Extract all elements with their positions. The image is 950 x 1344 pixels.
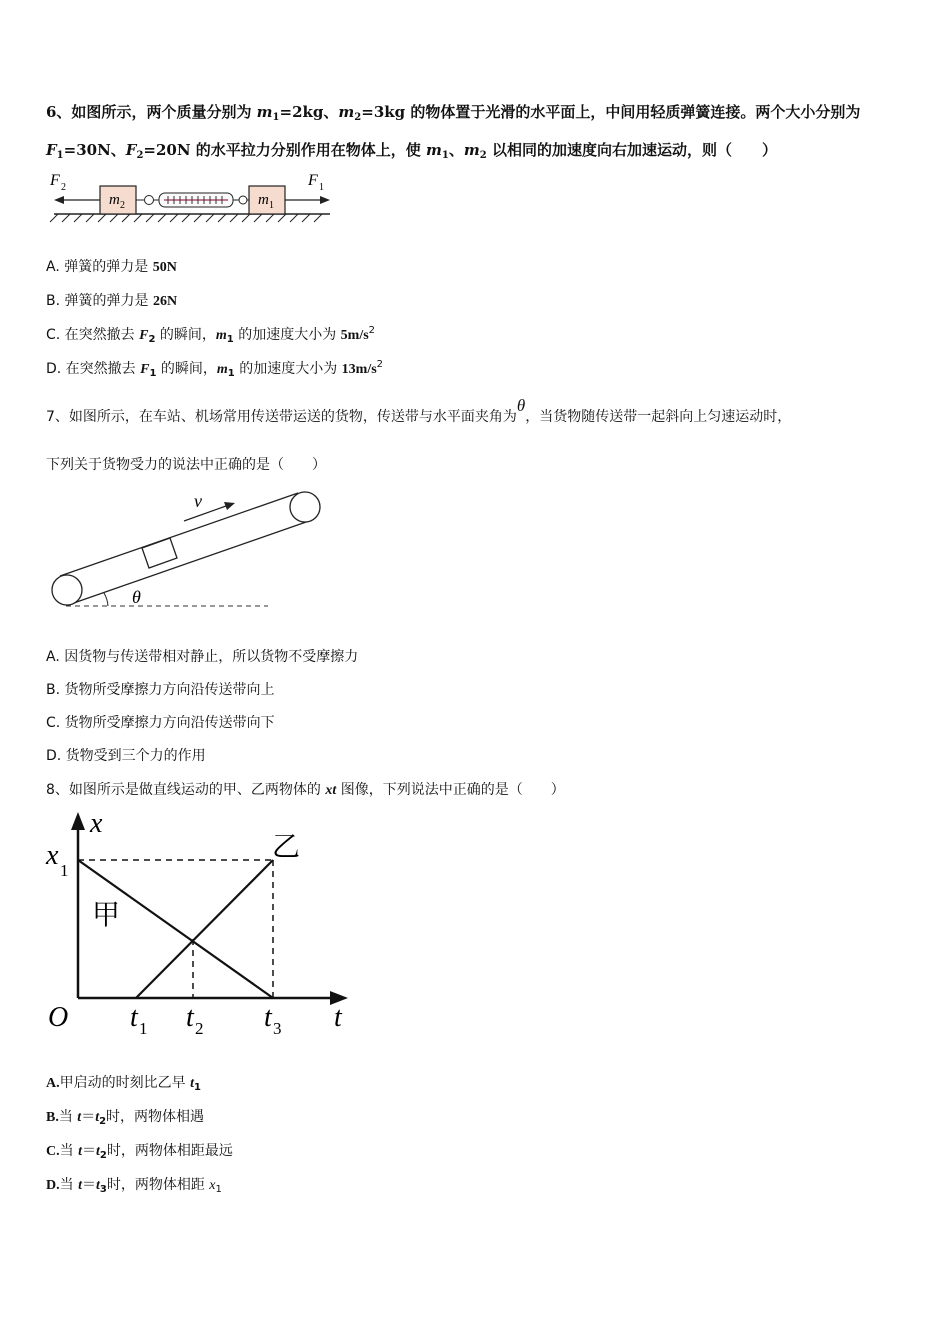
q8-option-d[interactable] <box>46 1175 222 1196</box>
q8-option-b[interactable] <box>46 1107 204 1128</box>
q6-option-a[interactable] <box>46 257 177 278</box>
q6-option-c-end: 的加速度大小为 <box>233 327 341 343</box>
q8-option-a[interactable] <box>46 1073 201 1094</box>
q6-option-d-sup: 2 <box>376 359 384 370</box>
q6-F2: F <box>125 141 137 159</box>
q7-figure <box>46 485 336 615</box>
q6-option-c[interactable] <box>46 325 375 346</box>
q6-option-c-F: F <box>139 328 149 343</box>
q6-m1b-sub: 1 <box>441 150 449 161</box>
q8-t1-label: t <box>130 1002 138 1033</box>
q6-F2-arrowhead <box>54 196 64 204</box>
q8-y-axis-label: x <box>90 808 103 839</box>
q7-belt-top <box>60 493 298 576</box>
q8-option-b-letter: B. <box>46 1110 59 1125</box>
q8-option-b-t2-sub: 2 <box>99 1116 107 1127</box>
q8-t3-sub: 3 <box>273 1019 282 1038</box>
q7-text-a: 7、如图所示，在车站、机场常用传送带运送的货物，传送带与水平面夹角为 <box>46 409 517 425</box>
q7-text-b: ，当货物随传送带一起斜向上匀速运动时， <box>525 409 792 425</box>
q6-m2b-sub: 2 <box>479 150 487 161</box>
q7-belt-bottom <box>71 521 309 604</box>
q8-option-a-text: 甲启动的时刻比乙早 <box>59 1075 191 1091</box>
q6-F1-value: =30N、 <box>63 141 126 159</box>
q6-m2-sub: 2 <box>354 112 362 123</box>
q6-m1-sub: 1 <box>272 112 280 123</box>
q6-option-c-value: 5m/s <box>340 328 369 343</box>
q6-F1: F <box>46 141 57 159</box>
q8-t1-sub: 1 <box>139 1019 148 1038</box>
q7-angle-arc <box>104 593 108 606</box>
q8-option-d-letter: D. <box>46 1178 60 1193</box>
q8-option-a-t: t <box>190 1076 194 1091</box>
q6-F1-arrowhead <box>320 196 330 204</box>
q8-xt: xt <box>325 783 337 798</box>
q8-option-b-t: t <box>77 1110 82 1125</box>
q8-x1-label: x <box>46 840 59 871</box>
q6-stem-line2 <box>46 140 777 160</box>
q6-figure <box>40 168 340 230</box>
q8-option-d-x-sub: 1 <box>215 1184 222 1195</box>
q6-option-c-text: C. 在突然撤去 <box>46 327 140 343</box>
q6-ground-hatch <box>50 214 322 222</box>
q6-m1-value: =2kg、 <box>279 103 339 121</box>
q6-option-d-mid: 的瞬间， <box>156 361 217 377</box>
q6-option-d-value: 13m/s <box>341 362 377 377</box>
q6-sep: 、 <box>448 141 464 159</box>
q8-x1-sub: 1 <box>60 861 69 880</box>
q8-yi-label: 乙 <box>272 830 301 863</box>
q8-option-d-eq: ＝ <box>81 1177 96 1193</box>
q6-option-c-m: m <box>215 328 227 343</box>
q8-option-c-text: 当 <box>59 1143 79 1159</box>
q8-text-b: 图像，下列说法中正确的是（ ） <box>336 782 565 798</box>
q6-option-d-F-sub: 1 <box>149 368 157 379</box>
q8-option-c-t2: t <box>95 1144 100 1159</box>
q6-option-a-text: A. 弹簧的弹力是 <box>46 259 153 275</box>
q7-velocity-arrowhead <box>224 502 235 510</box>
q6-m2-value: =3kg 的物体置于光滑的水平面上，中间用轻质弹簧连接。两个大小分别为 <box>361 103 861 121</box>
q6-option-d-m-sub: 1 <box>227 368 235 379</box>
q8-option-c-t: t <box>78 1144 82 1159</box>
q7-roller-right <box>290 492 320 522</box>
q6-option-d-F: F <box>140 362 150 377</box>
q6-spring <box>136 193 249 207</box>
q8-option-d-x: x <box>209 1178 216 1193</box>
q7-option-a[interactable]: A. 因货物与传送带相对静止，所以货物不受摩擦力 <box>46 649 359 665</box>
q6-option-d-m: m <box>216 362 228 377</box>
q8-option-b-eq: ＝ <box>81 1109 96 1125</box>
q6-fig-m1-label: m <box>258 192 269 208</box>
q6-fig-F2-sub: 2 <box>61 182 66 193</box>
q8-text-a: 8、如图所示是做直线运动的甲、乙两物体的 <box>46 782 326 798</box>
q8-line-yi <box>136 860 273 998</box>
q6-option-d-text: D. 在突然撤去 <box>46 361 141 377</box>
q8-option-c-eq: ＝ <box>81 1143 96 1159</box>
q7-option-c[interactable]: C. 货物所受摩擦力方向沿传送带向下 <box>46 715 275 731</box>
q6-option-d[interactable] <box>46 359 383 380</box>
q7-stem-line1 <box>46 396 792 427</box>
q6-fig-m2-sub: 2 <box>120 200 125 211</box>
q6-F2-sub: 2 <box>136 150 144 161</box>
q7-stem-line2: 下列关于货物受力的说法中正确的是（ ） <box>46 457 326 473</box>
q6-option-c-mid: 的瞬间， <box>155 327 216 343</box>
q6-m2: m <box>338 103 355 121</box>
q6-stem-end: 以相同的加速度向右加速运动，则（ ） <box>486 141 777 159</box>
q6-m2b: m <box>463 141 480 159</box>
q6-option-b-value: 26N <box>152 294 178 309</box>
q6-stem-line1 <box>46 102 860 122</box>
q6-option-c-F-sub: 2 <box>148 334 156 345</box>
q7-fig-v-label: v <box>194 491 202 511</box>
q6-fig-m2-label: m <box>109 192 120 208</box>
q7-velocity-arrow <box>184 506 226 521</box>
q6-fig-F1-label: F <box>308 172 318 189</box>
q6-F2-value: =20N 的水平拉力分别作用在物体上，使 <box>143 141 427 159</box>
q8-jia-label: 甲 <box>92 898 121 931</box>
q8-option-c[interactable] <box>46 1141 233 1162</box>
q8-option-b-t2: t <box>95 1110 100 1125</box>
q6-option-b-text: B. 弹簧的弹力是 <box>46 293 153 309</box>
q8-option-d-text: 当 <box>59 1177 79 1193</box>
q8-option-d-t2-sub: 3 <box>99 1184 107 1195</box>
q7-theta: θ <box>516 396 526 415</box>
q8-stem <box>46 780 565 801</box>
q6-fig-m1-sub: 1 <box>269 200 274 211</box>
q8-y-axis-arrowhead <box>71 812 85 830</box>
q8-option-c-end: 时，两物体相距最远 <box>106 1143 233 1159</box>
q6-option-a-value: 50N <box>152 260 177 275</box>
q6-fig-F2-label: F <box>50 172 60 189</box>
q6-option-d-end: 的加速度大小为 <box>234 361 342 377</box>
q8-option-d-end: 时，两物体相距 <box>106 1177 210 1193</box>
q7-option-d[interactable]: D. 货物受到三个力的作用 <box>46 748 206 764</box>
q8-figure <box>40 808 360 1048</box>
q8-option-b-end: 时，两物体相遇 <box>106 1109 205 1125</box>
q8-option-a-letter: A. <box>46 1076 60 1091</box>
q8-t3-label: t <box>264 1002 272 1033</box>
q7-fig-theta-label: θ <box>132 587 141 607</box>
q6-m1: m <box>256 103 273 121</box>
q6-option-c-m-sub: 1 <box>226 334 234 345</box>
q6-F1-sub: 1 <box>56 150 64 161</box>
q7-option-b[interactable]: B. 货物所受摩擦力方向沿传送带向上 <box>46 682 275 698</box>
q8-x-axis-label: t <box>334 1002 342 1033</box>
q8-t2-label: t <box>186 1002 194 1033</box>
q8-origin-label: O <box>48 1002 69 1033</box>
q7-cargo-box <box>142 538 177 568</box>
q6-m1b: m <box>426 141 442 159</box>
q8-option-d-t2: t <box>95 1178 100 1193</box>
q8-option-c-letter: C. <box>46 1144 60 1159</box>
q8-option-c-t2-sub: 2 <box>99 1150 107 1161</box>
q6-option-b[interactable] <box>46 291 177 312</box>
q8-option-b-text: 当 <box>58 1109 78 1125</box>
q8-t2-sub: 2 <box>195 1019 204 1038</box>
q6-text: 6、如图所示，两个质量分别为 <box>46 103 257 121</box>
q6-option-c-sup: 2 <box>368 325 376 336</box>
q7-roller-left <box>52 575 82 605</box>
q8-option-a-t-sub: 1 <box>193 1082 201 1093</box>
q8-option-d-t: t <box>78 1178 82 1193</box>
q6-fig-F1-sub: 1 <box>319 182 324 193</box>
